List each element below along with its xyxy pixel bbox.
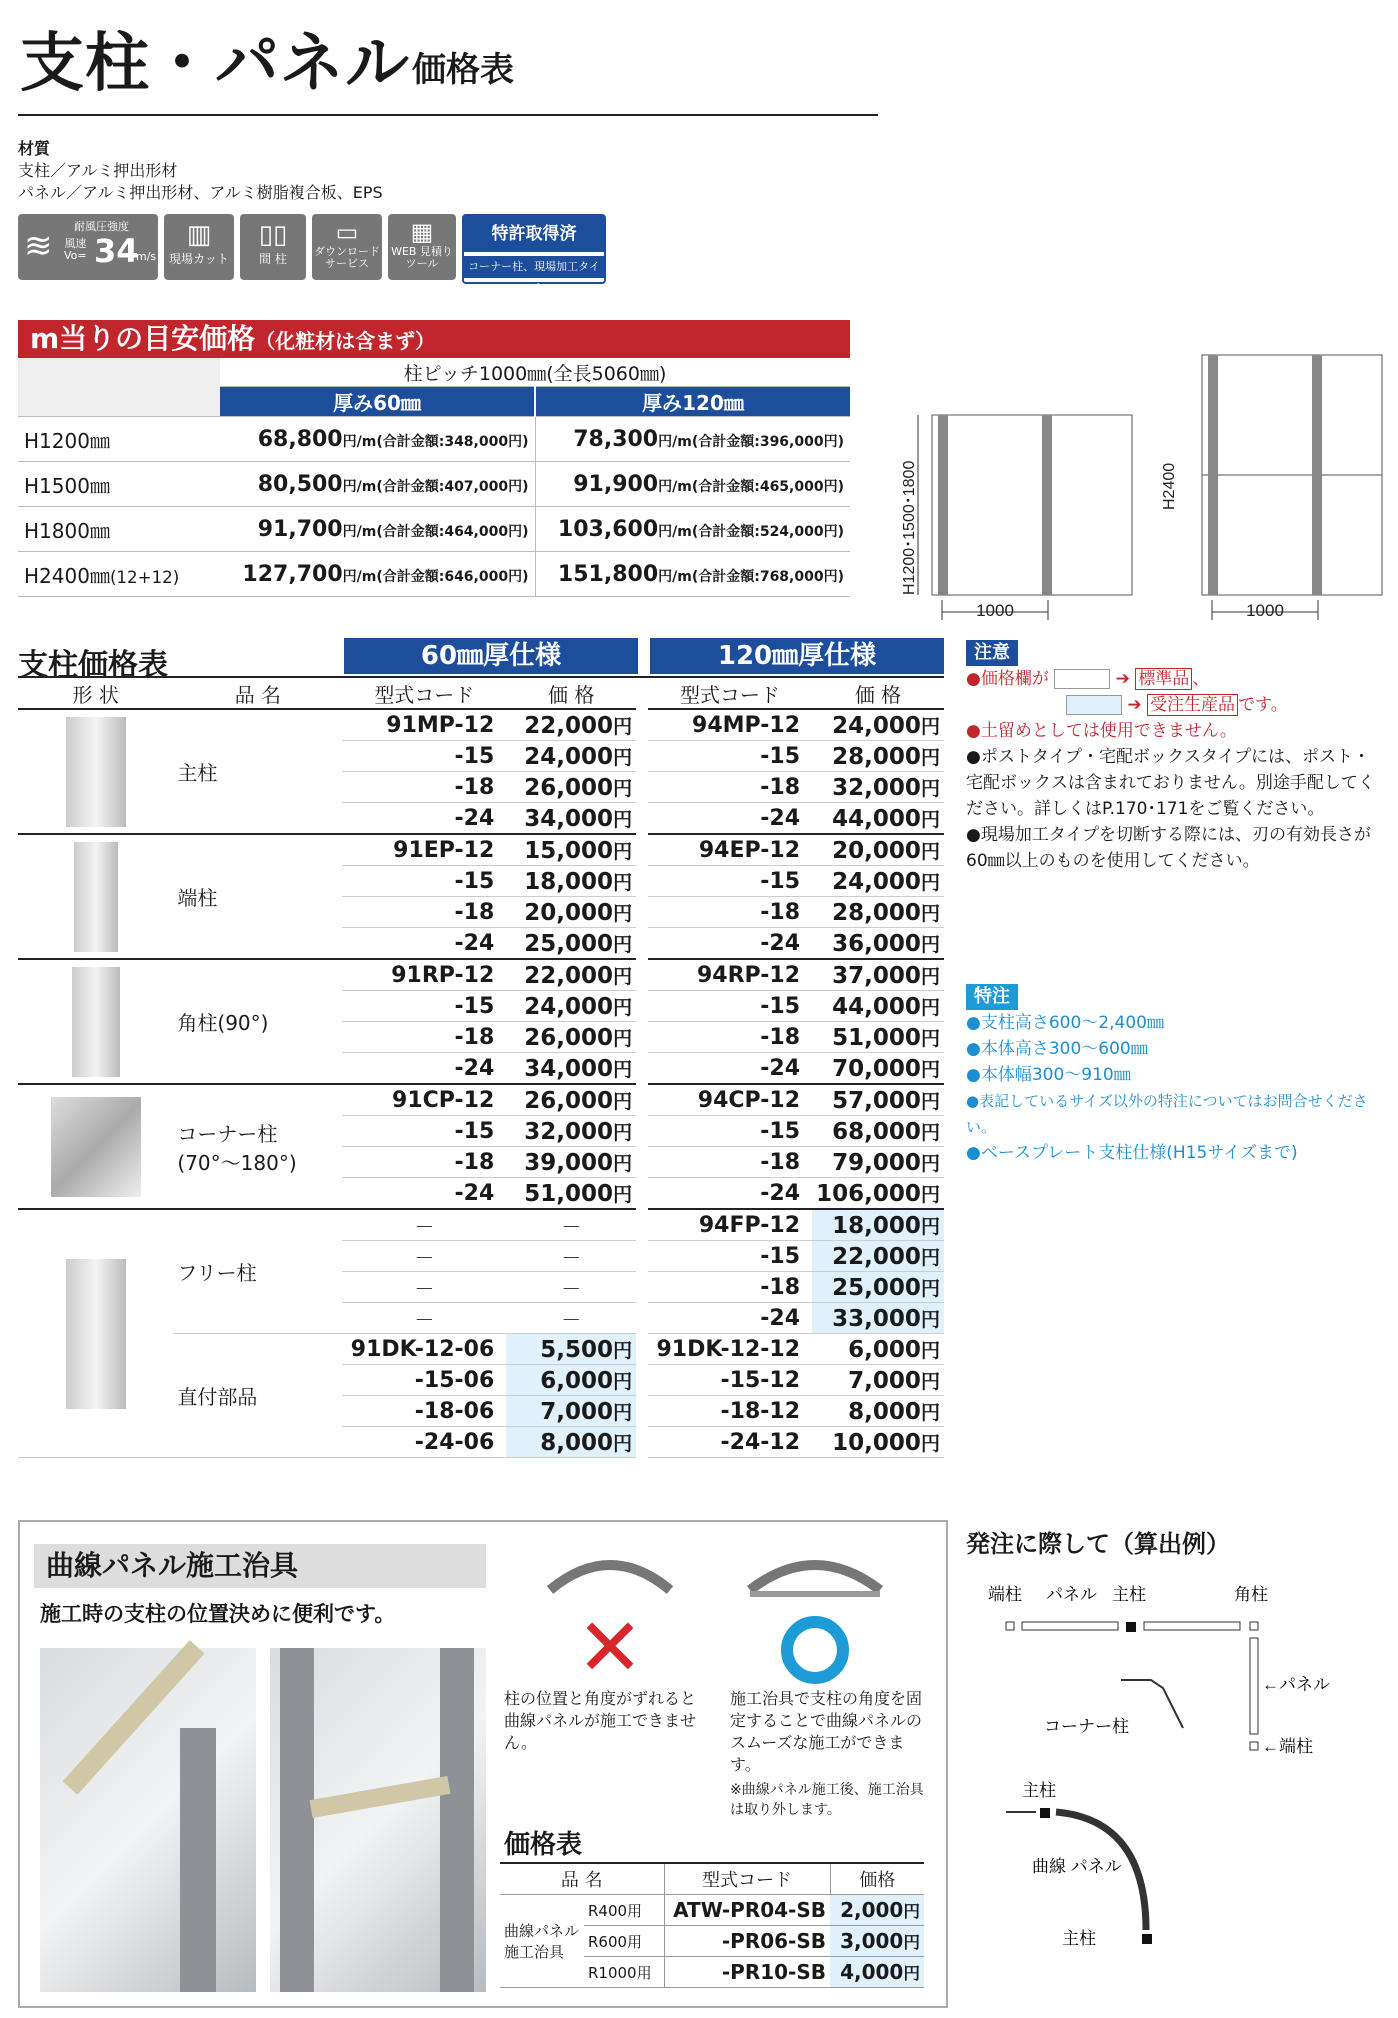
spec-120-header: 120㎜厚仕様	[650, 638, 944, 674]
svg-text:主柱: 主柱	[1062, 1929, 1096, 1948]
corner-post-image	[51, 1097, 141, 1197]
web-badge: ▦ WEB 見積りツール	[388, 214, 456, 280]
patent-badge: 特許取得済 コーナー柱、現場加工タイプ	[462, 214, 606, 284]
ok-note: ※曲線パネル施工後、施工治具は取り外します。	[730, 1782, 924, 1818]
meter-row: H1200㎜ 68,800円/m(合計金額:348,000円) 78,300円/m(合計金額:396,000円)	[18, 417, 850, 462]
group-name: コーナー柱 (70°〜180°)	[173, 1084, 342, 1209]
spec-60-header: 60㎜厚仕様	[344, 638, 638, 674]
group-name: 角柱(90°)	[173, 959, 342, 1084]
jig-photo-2	[270, 1648, 486, 1992]
post-badge: ▯▯ 間 柱	[240, 214, 306, 280]
meter-row: H1500㎜ 80,500円/m(合計金額:407,000円) 91,900円/m(合計金額:465,000円)	[18, 462, 850, 507]
meter-price-title: m当りの目安価格（化粧材は含まず）	[18, 320, 850, 358]
meter-price-table: 柱ピッチ1000㎜(全長5060㎜) 厚み60㎜ 厚み120㎜ H1200㎜ 68,800円/m(合計金額:348,000円) 78,300円/m(合計金額:396,000円) H1500㎜ 80,500円/m(合計金額:407,000円) 91,900円/m(合計金額:465,000円) H1800㎜ 91,700円/m(合計金額:464,000円) 103,600円/m(合計金額:524,000円) H2400㎜(12+12) 127,700円/m(合計金額:646,000円) 151,800円/m(合計金額:768,000円)	[18, 358, 850, 597]
jig-lead: 施工時の支柱の位置決めに便利です。	[40, 1602, 396, 1626]
group-name: 主柱	[173, 709, 342, 834]
monitor-icon: ▭	[335, 218, 359, 246]
site-cut-badge: ▥ 現場カット	[164, 214, 234, 280]
order-example-diagram	[966, 1570, 1386, 2010]
ok-circle-icon	[787, 1622, 843, 1678]
notice-label: 注意	[966, 640, 1018, 666]
notice-block: 注意 ●価格欄が ➔ 標準品 、 ➔ 受注生産品 です。 ●土留めとしては使用できません。 ●ポストタイプ・宅配ボックスタイプには、ポスト・宅配ボックスは含まれておりません。別途手配してください。詳しくはP.170･171をご覧ください。 ●現場加工タイプを切断する際には、刃の有効長さが60㎜以上のものを使用してください。	[966, 642, 1375, 871]
special-label: 特注	[966, 984, 1018, 1010]
calculator-icon: ▦	[410, 218, 434, 246]
jig-price-table: 品 名 型式コード 価格 曲線パネル施工治具 R400用 ATW-PR04-SB 2,000円 R600用 -PR06-SB 3,000円 R1000用 -PR10-SB 4,000円	[500, 1862, 924, 1988]
main-post-image	[66, 717, 126, 827]
ok-text: 施工治具で支柱の角度を固定することで曲線パネルのスムーズな施工ができます。	[730, 1689, 923, 1774]
special-block: 特注 ●支柱高さ600〜2,400㎜ ●本体高さ300〜600㎜ ●本体幅300〜910㎜ ●表記しているサイズ以外の特注についてはお問合せください。 ●ベースプレート支柱仕様(H15サイズまで)	[966, 986, 1368, 1163]
height-label: H1200･1500･1800	[901, 460, 918, 595]
jig-price-title: 価格表	[504, 1830, 583, 1860]
ng-illustration	[530, 1550, 690, 1690]
svg-text:コーナー柱: コーナー柱	[1044, 1717, 1129, 1736]
ng-cross-icon: ✕	[576, 1601, 644, 1690]
material-block	[18, 138, 383, 204]
svg-text:←パネル: ←パネル	[1262, 1675, 1330, 1694]
meter-row: H1800㎜ 91,700円/m(合計金額:464,000円) 103,600円/m(合計金額:524,000円)	[18, 507, 850, 552]
svg-text:端柱: 端柱	[988, 1585, 1022, 1604]
svg-text:角柱: 角柱	[1234, 1585, 1268, 1604]
meter-row: H2400㎜(12+12) 127,700円/m(合計金額:646,000円) 151,800円/m(合計金額:768,000円)	[18, 552, 850, 597]
fence-diagram-low	[880, 350, 1140, 630]
ng-text: 柱の位置と角度がずれると曲線パネルが施工できません。	[504, 1689, 697, 1752]
post-icon: ▯▯	[258, 220, 288, 250]
jig-title: 曲線パネル施工治具	[34, 1544, 486, 1588]
wind-badge: ≋ 耐風圧強度 風速 Vo= 34 m/s	[18, 214, 158, 280]
width-label: 1000	[976, 601, 1014, 620]
material-line: パネル／アルミ押出形材、アルミ樹脂複合板、EPS	[18, 183, 383, 202]
wind-icon: ≋	[24, 226, 53, 266]
page-subtitle: 価格表	[412, 50, 514, 90]
ok-illustration	[730, 1550, 900, 1690]
post-price-table: 形 状 品 名 型式コード 価 格 型式コード 価 格 主柱 91MP-12 22,000円 94MP-12 24,000円 -15 24,000円 -15 28,000円 -18 26,000円 -18 32,000円 -24 34,000円 -24 44,000円 端柱 91EP-12 15,000円 94EP-12 20,000円 -15 18,000円 -15 24,000円 -18 20,000円 -18 28,000円 -24 25,000円 -24 36,000円 角柱(90°) 91RP-12 22,000円 94RP-12 37,000円 -15 24,000円 -15 44,000円 -18 26,000円 -18 51,000円 -24 34,000円 -24 70,000円 コーナー柱 (70°〜180°) 91CP-12 26,000円 94CP-12 57,000円 -15 32,000円 -15 68,000円 -18 39,000円 -18 79,000円 -24 51,000円 -24 106,000円 フリー柱 － － 94FP-12 18,000円 － － -15 22,000円 － － -18 25,000円 － － -24 33,000円 直付部品 91DK-12-06 5,500円 91DK-12-12 6,000円 -15-06 6,000円 -15-12 7,000円 -18-06 7,000円 -18-12 8,000円 -24-06 8,000円 -24-12 10,000円	[18, 676, 944, 1458]
svg-text:←端柱: ←端柱	[1262, 1737, 1313, 1756]
svg-text:曲線 パネル: 曲線 パネル	[1032, 1857, 1122, 1876]
svg-text:主柱: 主柱	[1112, 1585, 1146, 1604]
free-post-image	[66, 1259, 126, 1409]
fence-diagram-high	[1150, 350, 1390, 630]
material-heading: 材質	[18, 139, 51, 158]
jig-photo-1	[40, 1648, 256, 1992]
group-name: 端柱	[173, 834, 342, 959]
page-title: 支柱・パネル	[20, 27, 410, 101]
end-post-image	[74, 842, 118, 952]
svg-text:パネル: パネル	[1046, 1585, 1097, 1604]
cut-icon: ▥	[186, 220, 212, 250]
group-name: フリー柱	[173, 1209, 342, 1334]
post-table-title: 支柱価格表	[18, 648, 168, 683]
width-label: 1000	[1246, 601, 1284, 620]
square-post-image	[72, 967, 120, 1077]
group-name: 直付部品	[173, 1334, 342, 1458]
material-line: 支柱／アルミ押出形材	[18, 161, 178, 180]
svg-text:主柱: 主柱	[1022, 1781, 1056, 1800]
height-label: H2400	[1161, 462, 1178, 510]
title-divider	[18, 114, 878, 116]
download-badge: ▭ ダウンロード サービス	[312, 214, 382, 280]
order-example-title: 発注に際して（算出例）	[966, 1530, 1230, 1558]
